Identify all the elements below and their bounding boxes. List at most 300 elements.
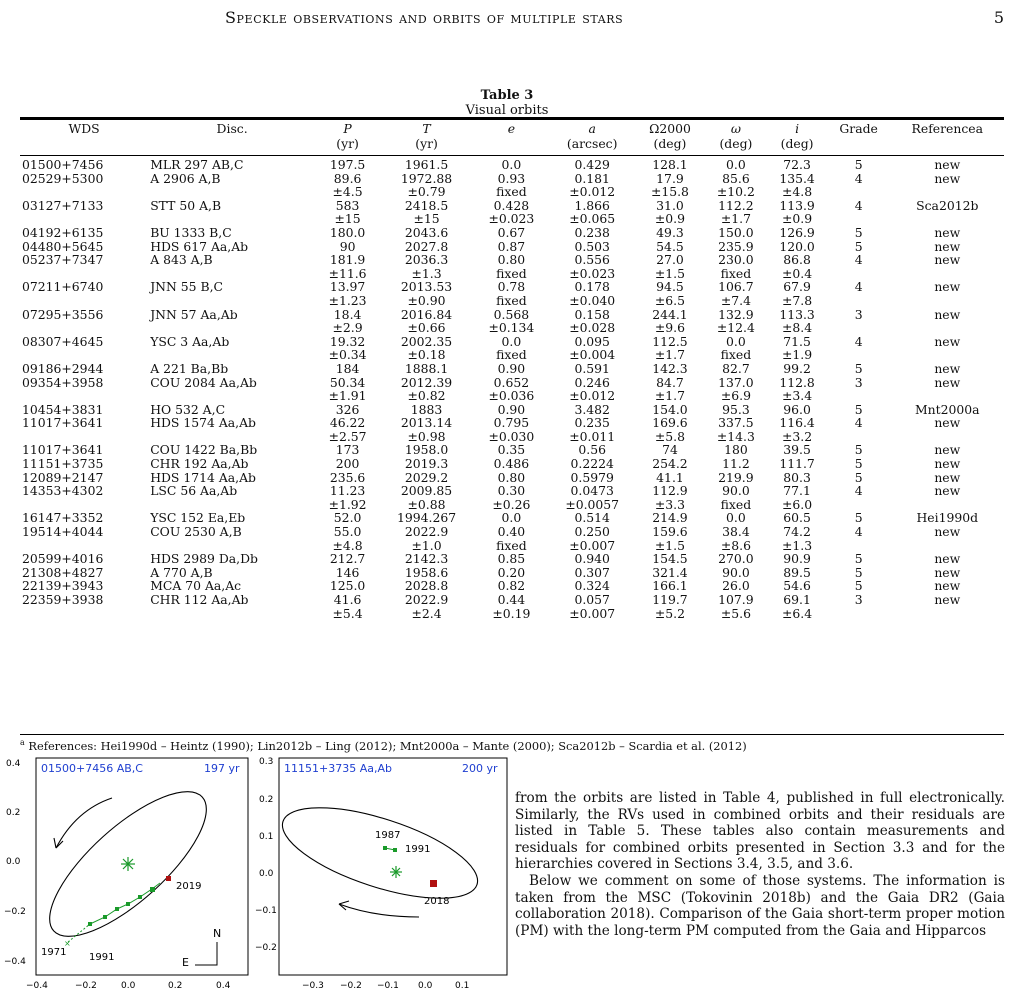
table-cell: 74.2 — [783, 524, 811, 540]
table-cell: new — [934, 524, 961, 540]
table-cell: 126.9 — [779, 224, 815, 240]
table-cell: STT 50 A,B — [150, 197, 222, 213]
x-tick: −0.2 — [340, 981, 362, 991]
table-cell — [148, 539, 316, 553]
table-cell: ±3.4 — [782, 388, 813, 404]
table-cell: ±7.8 — [782, 292, 813, 308]
table-cell: A 843 A,B — [150, 252, 213, 268]
table-cell: ±1.9 — [782, 347, 813, 363]
table-cell: 4 — [854, 483, 863, 499]
table-cell: 159.6 — [652, 524, 688, 540]
table-cell: YSC 3 Aa,Ab — [150, 333, 230, 349]
y-tick: −0.1 — [255, 906, 277, 916]
table-cell: 22359+3938 — [22, 592, 104, 607]
table-cell: 0.556 — [574, 252, 610, 268]
table-cell: 1972.88 — [400, 170, 453, 186]
table-cell: 128.1 — [652, 157, 688, 172]
measurement-track — [90, 883, 160, 924]
table-cell: ±0.007 — [569, 605, 616, 621]
table-cell: ±0.040 — [569, 292, 616, 308]
table-cell: 0.35 — [497, 442, 526, 458]
table-cell: ±1.5 — [654, 265, 686, 281]
table-cell: 0.90 — [497, 360, 526, 376]
table-cell: 52.0 — [333, 510, 362, 526]
table-cell: ±4.5 — [332, 184, 363, 200]
table-cell: 18.4 — [333, 306, 362, 322]
orbit-plot-right — [254, 752, 512, 1002]
table-cell: 19514+4044 — [22, 524, 104, 540]
table-cell: 1888.1 — [404, 360, 449, 376]
table-cell: ±0.065 — [569, 211, 616, 227]
table-cell — [891, 389, 1004, 403]
table-cell: 04480+5645 — [22, 238, 104, 254]
table-cell: 11.23 — [329, 483, 366, 499]
table-cell: 41.1 — [656, 469, 684, 485]
column-header: Ω2000 — [649, 121, 691, 136]
table-row — [20, 199, 1004, 213]
table-cell: 5 — [854, 401, 863, 417]
table-cell: ±0.028 — [569, 320, 616, 336]
table-row — [20, 471, 1004, 485]
table-cell: 112.2 — [718, 197, 754, 213]
table-cell: 55.0 — [333, 524, 362, 540]
table-cell: 4 — [854, 252, 863, 268]
table-cell: 2027.8 — [404, 238, 449, 254]
table-row — [20, 212, 1004, 226]
table-cell: 0.0 — [726, 510, 746, 526]
table-cell: fixed — [496, 265, 527, 281]
x-tick: 0.2 — [168, 981, 183, 991]
table-cell: 0.307 — [574, 564, 610, 580]
table-cell: 0.80 — [497, 469, 526, 485]
x-tick: 0.0 — [418, 981, 433, 991]
table-cell: ±0.79 — [407, 184, 446, 200]
table-cell: 120.0 — [779, 238, 815, 254]
table-cell: 82.7 — [722, 360, 750, 376]
table-cell: ±0.023 — [569, 265, 616, 281]
table-row — [20, 552, 1004, 566]
table-cell: 2002.35 — [400, 333, 453, 349]
table-cell: 0.486 — [493, 456, 530, 472]
table-cell — [148, 348, 316, 362]
table-title: Visual orbits — [465, 103, 549, 118]
table-cell: COU 2084 Aa,Ab — [150, 374, 257, 390]
table-cell: 0.250 — [574, 524, 610, 540]
table-cell: fixed — [720, 265, 752, 281]
epoch-label: 2018 — [424, 896, 450, 907]
table-cell: 0.20 — [497, 564, 526, 580]
table-cell: 116.4 — [779, 415, 815, 431]
visual-orbits-table — [20, 122, 1004, 620]
table-cell: ±0.023 — [488, 211, 535, 227]
table-cell — [827, 539, 891, 553]
table-row — [20, 348, 1004, 362]
table-cell: 321.4 — [652, 564, 688, 580]
table-cell — [20, 185, 148, 199]
y-tick: 0.0 — [6, 857, 21, 867]
table-cell: 0.235 — [574, 415, 610, 431]
table-cell — [827, 185, 891, 199]
column-unit — [148, 137, 316, 152]
table-row — [20, 185, 1004, 199]
table-cell: 2019.3 — [404, 456, 449, 472]
table-cell: 09354+3958 — [22, 374, 104, 390]
table-cell — [148, 607, 316, 621]
table-cell: 5 — [854, 238, 863, 254]
east-label: E — [182, 956, 189, 969]
table-cell: 10454+3831 — [22, 401, 104, 417]
table-cell: 5 — [854, 224, 863, 240]
table-cell — [20, 430, 148, 444]
table-cell: ±5.6 — [720, 605, 751, 621]
table-cell: 26.0 — [722, 578, 750, 594]
column-unit: (arcsec) — [566, 136, 618, 151]
column-unit: (yr) — [336, 136, 359, 151]
table-cell: 16147+3352 — [22, 510, 104, 526]
motion-arrow — [56, 798, 112, 848]
table-cell: 1883 — [410, 401, 443, 417]
center-star-icon — [121, 857, 135, 871]
table-cell: HDS 1574 Aa,Ab — [150, 415, 256, 431]
outlier-marker: × — [64, 939, 71, 948]
table-cell: CHR 192 Aa,Ab — [150, 456, 249, 472]
table-cell: 09186+2944 — [22, 360, 104, 376]
table-cell: 5 — [854, 510, 863, 526]
table-cell: 0.56 — [578, 442, 606, 458]
table-row — [20, 579, 1004, 593]
table-cell: 0.82 — [497, 578, 526, 594]
table-cell: new — [934, 592, 961, 607]
table-cell: Hei1990d — [916, 510, 979, 526]
body-text — [515, 790, 1005, 939]
table-cell: ±10.2 — [716, 184, 755, 200]
table-row — [20, 362, 1004, 376]
table-header — [20, 122, 1004, 152]
table-cell — [827, 430, 891, 444]
table-cell: ±6.0 — [782, 496, 813, 512]
table-cell — [20, 389, 148, 403]
table-cell: 214.9 — [652, 510, 688, 526]
table-cell: 11151+3735 — [22, 456, 104, 472]
table-cell: 169.6 — [652, 415, 688, 431]
table-cell: new — [934, 456, 961, 472]
column-unit: (deg) — [780, 136, 814, 151]
table-cell: 94.5 — [656, 279, 684, 295]
table-cell: 0.940 — [574, 551, 610, 567]
column-unit — [474, 137, 549, 152]
table-cell: 1958.6 — [404, 564, 449, 580]
table-cell: 235.9 — [718, 238, 754, 254]
plot-frame — [279, 758, 507, 975]
table-cell — [891, 321, 1004, 335]
epoch-label: 1971 — [41, 947, 67, 958]
table-cell: 3 — [854, 306, 863, 322]
table-cell: 0.5979 — [570, 469, 614, 485]
table-cell — [148, 389, 316, 403]
table-cell: YSC 152 Ea,Eb — [150, 510, 246, 526]
table-cell: ±0.34 — [328, 347, 367, 363]
table-cell: ±3.2 — [782, 428, 813, 444]
table-cell: 14353+4302 — [22, 483, 104, 499]
table-cell: 2022.9 — [404, 524, 449, 540]
table-row — [20, 389, 1004, 403]
table-cell: MCA 70 Aa,Ac — [150, 578, 242, 594]
table-cell — [20, 539, 148, 553]
table-cell: ±2.9 — [332, 320, 363, 336]
table-cell — [827, 267, 891, 281]
table-cell: HDS 617 Aa,Ab — [150, 238, 249, 254]
table-cell: 119.7 — [652, 592, 688, 607]
table-cell: 137.0 — [718, 374, 754, 390]
table-cell: ±4.8 — [332, 537, 363, 553]
table-cell: new — [934, 238, 961, 254]
table-row — [20, 511, 1004, 525]
table-cell: 132.9 — [718, 306, 754, 322]
table-cell — [148, 185, 316, 199]
table-cell: 13.97 — [329, 279, 366, 295]
table-cell: 235.6 — [329, 469, 366, 485]
table-cell: ±1.91 — [328, 388, 367, 404]
table-row — [20, 172, 1004, 186]
table-cell: 0.78 — [497, 279, 526, 295]
table-cell — [20, 294, 148, 308]
orbit-plot-left — [4, 752, 254, 1002]
table-cell: ±15 — [334, 211, 361, 227]
table-cell: 0.67 — [497, 224, 526, 240]
table-cell: 27.0 — [656, 252, 684, 268]
table-top-rule — [20, 117, 1004, 120]
orbit-ellipse — [272, 789, 487, 917]
table-cell: 135.4 — [779, 170, 815, 186]
y-tick: 0.2 — [6, 808, 21, 818]
column-header: P — [343, 121, 352, 136]
table-cell: 2418.5 — [404, 197, 449, 213]
paragraph: from the orbits are listed in Table 4, published in full electronically. Similarly, the RVs used in combined orbits and their residuals are listed in Table 5. These tables also contain measurements and residuals for combined orbits presented in Section 3.3 and for the hierarchies covered in Sections 3.4, 3.5, and 3.6. — [515, 790, 1005, 873]
table-cell — [148, 212, 316, 226]
column-header: Referencea — [911, 121, 984, 136]
table-cell: 0.93 — [497, 170, 526, 186]
table-cell: 71.5 — [783, 333, 811, 349]
table-row — [20, 498, 1004, 512]
table-row — [20, 321, 1004, 335]
table-cell: 107.9 — [718, 592, 754, 607]
table-cell: ±9.6 — [654, 320, 686, 336]
table-cell: 1961.5 — [404, 157, 449, 172]
table-cell: 0.87 — [497, 238, 526, 254]
table-cell: 0.795 — [493, 415, 530, 431]
table-cell: new — [934, 442, 961, 458]
column-unit: (deg) — [653, 136, 687, 151]
page-header — [0, 8, 1014, 34]
x-tick: 0.1 — [455, 981, 470, 991]
table-cell: 41.6 — [333, 592, 362, 607]
table-cell: 77.1 — [783, 483, 811, 499]
table-cell: 0.324 — [574, 578, 610, 594]
column-header: T — [422, 121, 431, 136]
table-cell: new — [934, 415, 961, 431]
table-cell: 112.5 — [652, 333, 688, 349]
table-cell: 03127+7133 — [22, 197, 104, 213]
table-cell: 113.3 — [779, 306, 815, 322]
table-cell — [20, 498, 148, 512]
table-cell: 200 — [335, 456, 360, 472]
table-cell — [891, 430, 1004, 444]
table-cell: BU 1333 B,C — [150, 224, 232, 240]
table-row — [20, 539, 1004, 553]
table-cell: ±11.6 — [328, 265, 367, 281]
table-cell: LSC 56 Aa,Ab — [150, 483, 238, 499]
table-cell — [827, 294, 891, 308]
table-cell: 150.0 — [718, 224, 754, 240]
epoch-label: 2019 — [176, 881, 202, 892]
table-cell: 146 — [335, 564, 360, 580]
table-cell: 90 — [339, 238, 356, 254]
table-cell: A 2906 A,B — [150, 170, 221, 186]
table-cell — [827, 389, 891, 403]
table-cell: ±0.66 — [407, 320, 446, 336]
table-row — [20, 253, 1004, 267]
table-cell: new — [934, 374, 961, 390]
table-cell — [148, 267, 316, 281]
table-cell — [891, 185, 1004, 199]
table-cell: 22139+3943 — [22, 578, 104, 594]
table-cell: ±1.7 — [720, 211, 751, 227]
table-cell: 0.503 — [574, 238, 610, 254]
table-cell: 3.482 — [574, 401, 610, 417]
y-tick: 0.2 — [259, 795, 274, 805]
column-header: WDS — [68, 121, 100, 136]
table-cell: 0.181 — [574, 170, 610, 186]
table-cell — [148, 294, 316, 308]
table-cell: 01500+7456 — [22, 157, 104, 172]
table-cell: 4 — [854, 170, 863, 186]
table-cell: 270.0 — [718, 551, 754, 567]
table-cell: ±0.134 — [488, 320, 535, 336]
table-cell: 0.0 — [501, 333, 522, 349]
table-cell: fixed — [496, 537, 527, 553]
table-cell: 4 — [854, 197, 863, 213]
table-cell: 0.246 — [574, 374, 610, 390]
table-cell: 2043.6 — [404, 224, 449, 240]
table-cell: 254.2 — [652, 456, 688, 472]
table-row — [20, 416, 1004, 430]
table-cell: 125.0 — [329, 578, 366, 594]
table-cell: new — [934, 252, 961, 268]
y-tick: 0.1 — [259, 832, 274, 842]
table-cell: 07211+6740 — [22, 279, 104, 295]
table-row — [20, 484, 1004, 498]
table-cell: 90.0 — [722, 483, 750, 499]
table-cell: 89.5 — [783, 564, 811, 580]
epoch-label: 1991 — [405, 844, 431, 855]
table-cell: 0.85 — [497, 551, 526, 567]
north-label: N — [213, 927, 222, 940]
table-cell: ±0.012 — [569, 184, 616, 200]
table-row — [20, 240, 1004, 254]
table-cell: 2013.53 — [400, 279, 453, 295]
table-cell: 69.1 — [783, 592, 811, 607]
table-cell: 0.238 — [574, 224, 610, 240]
table-cell — [20, 348, 148, 362]
table-cell: 230.0 — [718, 252, 754, 268]
table-row — [20, 335, 1004, 349]
table-cell: 90.9 — [783, 551, 811, 567]
table-cell: ±6.9 — [720, 388, 751, 404]
footnote-mark: a — [20, 738, 25, 747]
column-header: Grade — [839, 121, 878, 136]
table-cell: 3 — [854, 592, 863, 607]
table-cell: ±4.8 — [782, 184, 813, 200]
table-cell: 5 — [854, 564, 863, 580]
table-cell: ±1.3 — [411, 265, 442, 281]
table-cell: 180.0 — [329, 224, 366, 240]
table-cell: 5 — [854, 360, 863, 376]
table-cell: new — [934, 469, 961, 485]
table-cell: 84.7 — [656, 374, 684, 390]
table-cell — [20, 212, 148, 226]
column-header: Disc. — [216, 121, 248, 136]
column-header: ω — [730, 121, 741, 136]
table-cell — [891, 212, 1004, 226]
table-cell: 197.5 — [329, 157, 366, 172]
y-tick: −0.2 — [255, 943, 277, 953]
table-cell: 5 — [854, 469, 863, 485]
table-cell: 05237+7347 — [22, 252, 104, 268]
table-cell — [20, 267, 148, 281]
plot-period: 200 yr — [462, 762, 498, 775]
table-cell: 4 — [854, 279, 863, 295]
x-tick: 0.4 — [216, 981, 231, 991]
table-cell: 2036.3 — [404, 252, 449, 268]
table-cell: COU 2530 A,B — [150, 524, 242, 540]
table-cell — [827, 212, 891, 226]
column-header: e — [507, 121, 516, 136]
table-row — [20, 376, 1004, 390]
table-cell: 86.8 — [783, 252, 811, 268]
table-cell: 95.3 — [722, 401, 750, 417]
table-cell: 142.3 — [652, 360, 688, 376]
column-unit: (yr) — [415, 136, 438, 151]
table-cell: 0.057 — [574, 592, 610, 607]
table-cell: 20599+4016 — [22, 551, 104, 567]
table-cell: 184 — [335, 360, 360, 376]
table-cell: ±15.8 — [650, 184, 689, 200]
table-cell: 337.5 — [718, 415, 754, 431]
table-cell: ±0.012 — [569, 388, 616, 404]
table-row — [20, 607, 1004, 621]
y-tick: 0.0 — [259, 869, 274, 879]
table-cell — [827, 321, 891, 335]
table-cell: 0.0 — [501, 510, 522, 526]
table-cell — [148, 430, 316, 444]
table-cell: 5 — [854, 157, 863, 172]
table-cell: ±8.6 — [720, 537, 751, 553]
table-cell: 46.22 — [329, 415, 366, 431]
table-cell: 2009.85 — [400, 483, 453, 499]
table-cell: 0.44 — [497, 592, 526, 607]
table-cell — [891, 267, 1004, 281]
table-cell: fixed — [720, 347, 752, 363]
table-cell — [891, 294, 1004, 308]
table-cell: new — [934, 224, 961, 240]
table-cell: 0.90 — [497, 401, 526, 417]
table-cell: ±14.3 — [716, 428, 755, 444]
table-cell: 180 — [724, 442, 748, 458]
table-cell — [891, 498, 1004, 512]
table-cell: ±1.92 — [328, 496, 367, 512]
table-row — [20, 226, 1004, 240]
column-header: i — [795, 121, 800, 136]
